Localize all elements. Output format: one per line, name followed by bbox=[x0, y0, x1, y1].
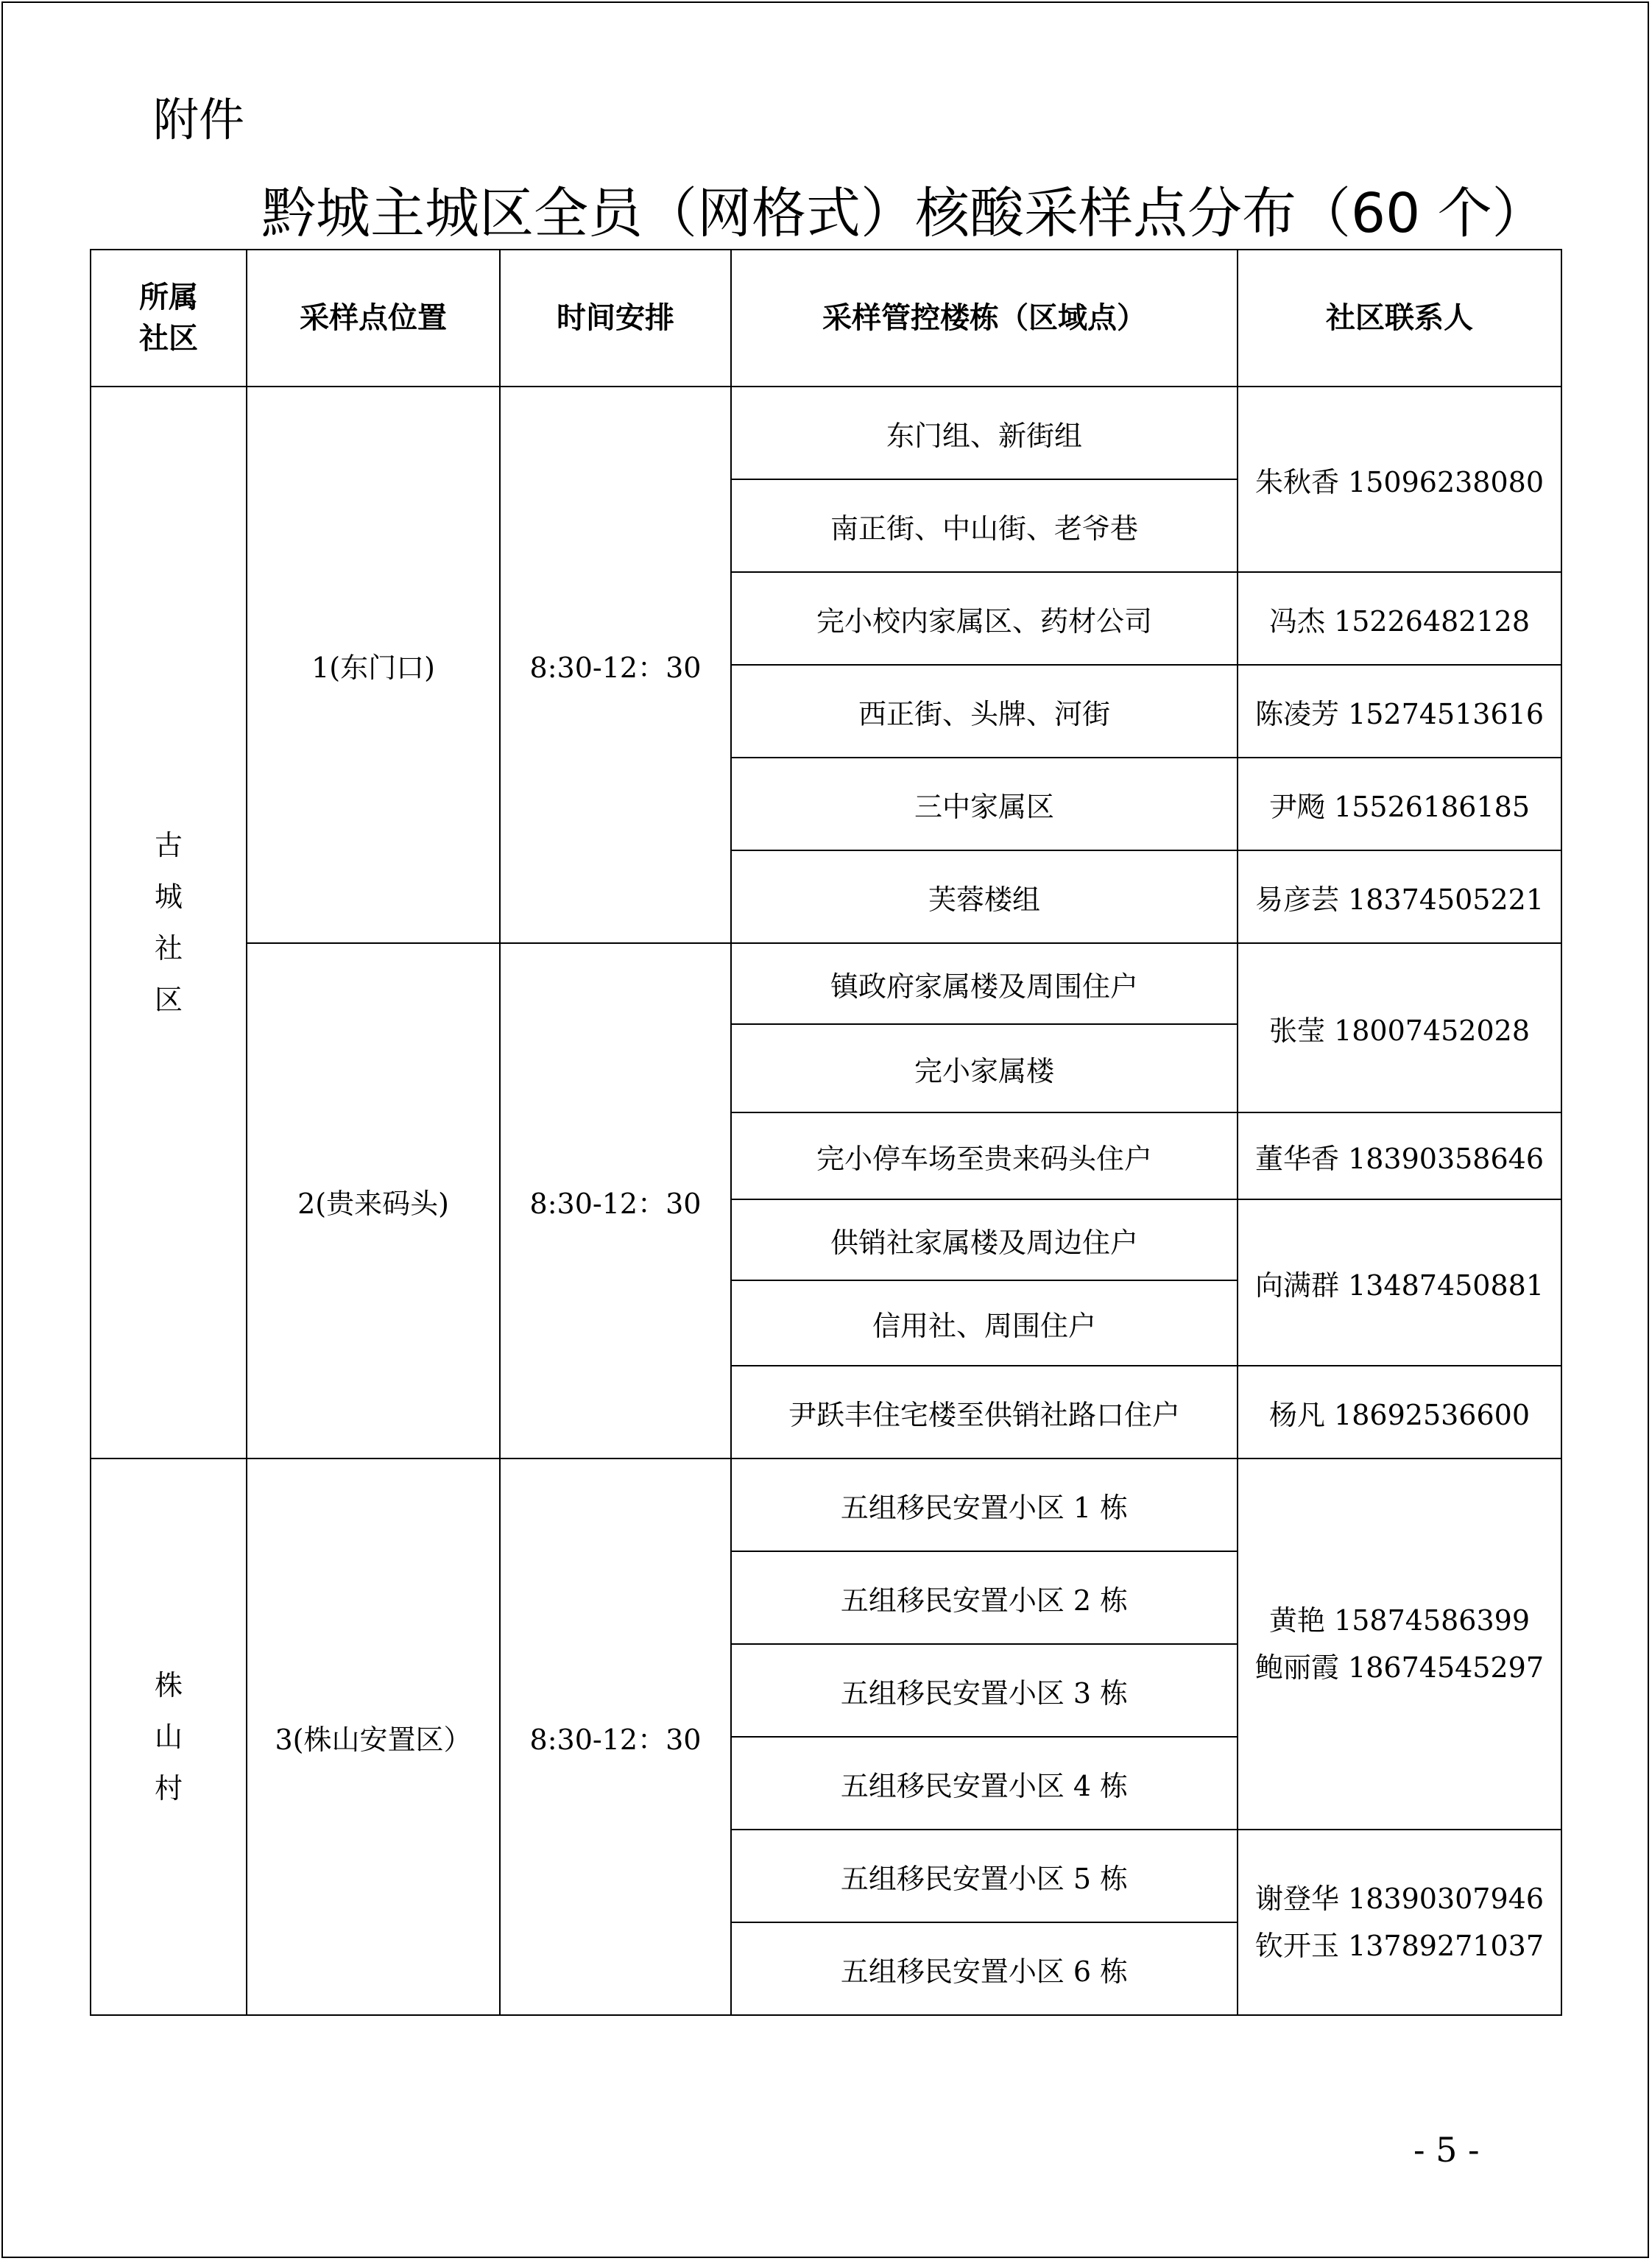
site-cell: 1(东门口) bbox=[247, 387, 500, 943]
header-community: 所属 社区 bbox=[91, 250, 247, 387]
table-row bbox=[91, 387, 1561, 479]
sampling-site-table bbox=[90, 249, 1562, 2016]
area-cell: 五组移民安置小区 3 栋 bbox=[731, 1644, 1238, 1737]
community-cell: 株 山 村 bbox=[91, 1458, 247, 2015]
contact-cell: 易彦芸 18374505221 bbox=[1238, 850, 1561, 943]
header-contact: 社区联系人 bbox=[1238, 250, 1561, 387]
area-cell: 南正街、中山街、老爷巷 bbox=[731, 479, 1238, 572]
table-row bbox=[91, 1458, 1561, 1551]
contact-cell: 董华香 18390358646 bbox=[1238, 1112, 1561, 1199]
contact-cell: 冯杰 15226482128 bbox=[1238, 572, 1561, 665]
area-cell: 镇政府家属楼及周围住户 bbox=[731, 943, 1238, 1024]
area-cell: 芙蓉楼组 bbox=[731, 850, 1238, 943]
table-row bbox=[91, 943, 1561, 1024]
area-cell: 五组移民安置小区 2 栋 bbox=[731, 1551, 1238, 1644]
table-header-row bbox=[91, 250, 1561, 387]
time-cell: 8:30-12：30 bbox=[500, 1458, 731, 2015]
header-time: 时间安排 bbox=[500, 250, 731, 387]
contact-cell: 朱秋香 15096238080 bbox=[1238, 387, 1561, 572]
area-cell: 五组移民安置小区 1 栋 bbox=[731, 1458, 1238, 1551]
area-cell: 三中家属区 bbox=[731, 758, 1238, 850]
header-area: 采样管控楼栋（区域点） bbox=[731, 250, 1238, 387]
area-cell: 完小停车场至贵来码头住户 bbox=[731, 1112, 1238, 1199]
document-title: 黔城主城区全员（网格式）核酸采样点分布（60 个） bbox=[261, 182, 1547, 245]
area-cell: 完小家属楼 bbox=[731, 1024, 1238, 1112]
time-cell: 8:30-12：30 bbox=[500, 943, 731, 1458]
area-cell: 供销社家属楼及周边住户 bbox=[731, 1199, 1238, 1280]
contact-cell: 陈凌芳 15274513616 bbox=[1238, 665, 1561, 758]
community-cell: 古 城 社 区 bbox=[91, 387, 247, 1458]
contact-cell: 谢登华 18390307946 钦开玉 13789271037 bbox=[1238, 1830, 1561, 2015]
area-cell: 东门组、新街组 bbox=[731, 387, 1238, 479]
area-cell: 完小校内家属区、药材公司 bbox=[731, 572, 1238, 665]
contact-cell: 黄艳 15874586399 鲍丽霞 18674545297 bbox=[1238, 1458, 1561, 1830]
area-cell: 五组移民安置小区 6 栋 bbox=[731, 1922, 1238, 2015]
contact-cell: 杨凡 18692536600 bbox=[1238, 1366, 1561, 1458]
page-number: - 5 - bbox=[1413, 2130, 1480, 2170]
area-cell: 西正街、头牌、河街 bbox=[731, 665, 1238, 758]
contact-cell: 向满群 13487450881 bbox=[1238, 1199, 1561, 1366]
contact-cell: 张莹 18007452028 bbox=[1238, 943, 1561, 1112]
area-cell: 尹跃丰住宅楼至供销社路口住户 bbox=[731, 1366, 1238, 1458]
time-cell: 8:30-12：30 bbox=[500, 387, 731, 943]
area-cell: 五组移民安置小区 4 栋 bbox=[731, 1737, 1238, 1830]
header-site: 采样点位置 bbox=[247, 250, 500, 387]
area-cell: 信用社、周围住户 bbox=[731, 1280, 1238, 1366]
area-cell: 五组移民安置小区 5 栋 bbox=[731, 1830, 1238, 1922]
attachment-label: 附件 bbox=[153, 93, 245, 147]
contact-cell: 尹飏 15526186185 bbox=[1238, 758, 1561, 850]
site-cell: 2(贵来码头) bbox=[247, 943, 500, 1458]
site-cell: 3(株山安置区） bbox=[247, 1458, 500, 2015]
